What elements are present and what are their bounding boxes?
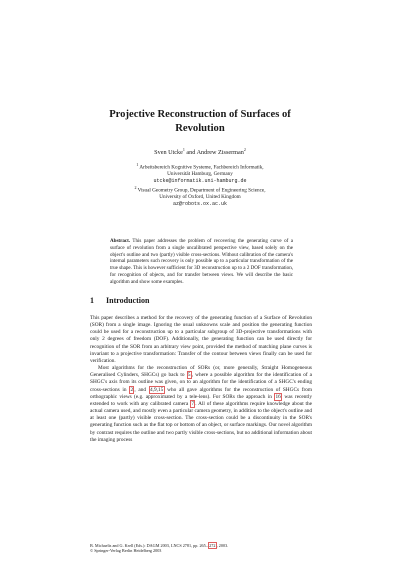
abstract-text: This paper addresses the problem of recovering the generating curve of a surface of revolution from a single uncalibrated perspective view, based solely on the object's outline and two (partly) visible cross-sections. Without calibration of the camera's internal parameters such recovery is only possible up to a particular transformation of the true shape. This is however sufficient for 3D reconstruction up to a 2 DOF transformation, for recognition of objects, and for transfer between views. We will describe the basic algorithm and show some examples. <box>110 238 293 285</box>
abstract <box>110 238 293 285</box>
affiliation-2-line-1: Visual Geometry Group, Department of Engineering Science, <box>137 187 266 194</box>
section-number: 1 <box>90 296 94 305</box>
paragraph-2 <box>90 365 312 444</box>
affiliation-2-email[interactable]: az@robots.ox.ac.uk <box>172 200 227 207</box>
citation-link[interactable]: 4,9,15 <box>149 386 164 393</box>
citation-link[interactable]: 16 <box>275 393 281 400</box>
paper-title <box>60 108 340 136</box>
title-line-1: Projective Reconstruction of Surfaces of <box>109 109 291 120</box>
paragraph-2-text-3: , and <box>134 386 149 393</box>
abstract-label: Abstract. <box>110 238 131 244</box>
paragraph-2-text-6: . All of these algorithms require knowledge about the actual camera used, and mostly even a particular camera geometry, in addition to the object's outline and at least one (partly) visible cross-section. The cross-section could be a discontinuity in the SOR's generating function such as the flat top or bottom of an object, or surface markings. Our novel algorithm by contrast requires the outline and two partly visible cross-sections, but no additional information about the imaging process <box>90 400 312 443</box>
author-1: Sven Utcke <box>154 149 183 157</box>
affiliation-2-line-2: University of Oxford, United Kingdom <box>159 194 241 201</box>
affiliations <box>90 162 310 208</box>
section-heading <box>90 296 149 306</box>
affiliation-2-mark: 2 <box>134 184 137 190</box>
title-line-2: Revolution <box>175 123 225 134</box>
author-2: Andrew Zisserman <box>196 149 244 157</box>
author-connector: and <box>184 149 197 157</box>
author-2-mark: 2 <box>243 147 246 152</box>
footer-page-link[interactable]: 272 <box>209 543 216 548</box>
affiliation-1-line-2: Universität Hamburg, Germany <box>167 171 233 178</box>
citation-link[interactable]: 5 <box>187 372 191 379</box>
body-text <box>90 315 312 444</box>
footer-citation-text: B. Michaelis and G. Krell (Eds.): DAGM 2003, LNCS 2781, pp. 265– <box>90 543 208 548</box>
footer-copyright: © Springer-Verlag Berlin Heidelberg 2003 <box>90 548 162 554</box>
paragraph-1: This paper describes a method for the recovery of the generating function of a Surface of Revolution (SOR) from a single image. Ignoring the usual unknowns scale and position the generating function could be used for a reconstruction up to a particular subgroup of 3D-projective transformations with only 2 degrees of freedom (DOF). Additionally, the generating function can be used directly for recognition of the SOR from an arbitrary view point, provided the method of matching plane curves is invariant to a projective transformation: Transfer of the contour between views finally can be used for verification. <box>90 315 312 364</box>
footer-citation-year: , 2003. <box>216 543 229 548</box>
paragraph-2-text-2: , where a possible algorithm for the identification of a SHGC's axis from its outline was given, on to an algorithm for the identification of a SHGC's ending cross-sections in <box>90 372 312 393</box>
section-title: Introduction <box>106 296 150 305</box>
citation-link[interactable]: 2 <box>130 386 134 393</box>
affiliation-1-email[interactable]: utcke@informatik.uni-hamburg.de <box>153 178 247 185</box>
author-1-mark: 1 <box>182 147 185 152</box>
affiliation-1 <box>90 162 310 185</box>
citation-link[interactable]: 7 <box>191 400 194 407</box>
affiliation-1-mark: 1 <box>136 162 139 167</box>
page-footer <box>90 543 228 554</box>
paragraph-2-text-1: Most algorithms for the reconstruction of SORs (or, more generally, Straight Homogeneous Generalised Cylinders, SHGCs) go back to <box>90 365 312 379</box>
author-list <box>60 146 340 157</box>
affiliation-2 <box>90 185 310 208</box>
paragraph-2-text-4: who all gave algorithms for the reconstruction of SHGCs from orthographic views (e.g. approximated by a tele-lens). For SORs the approach in <box>90 386 312 400</box>
paragraph-2-text-5: was recently extended to work with any calibrated camera <box>90 393 312 407</box>
affiliation-1-line-1: Arbeitsbereich Kognitive Systeme, Fachbereich Informatik, <box>139 164 264 171</box>
